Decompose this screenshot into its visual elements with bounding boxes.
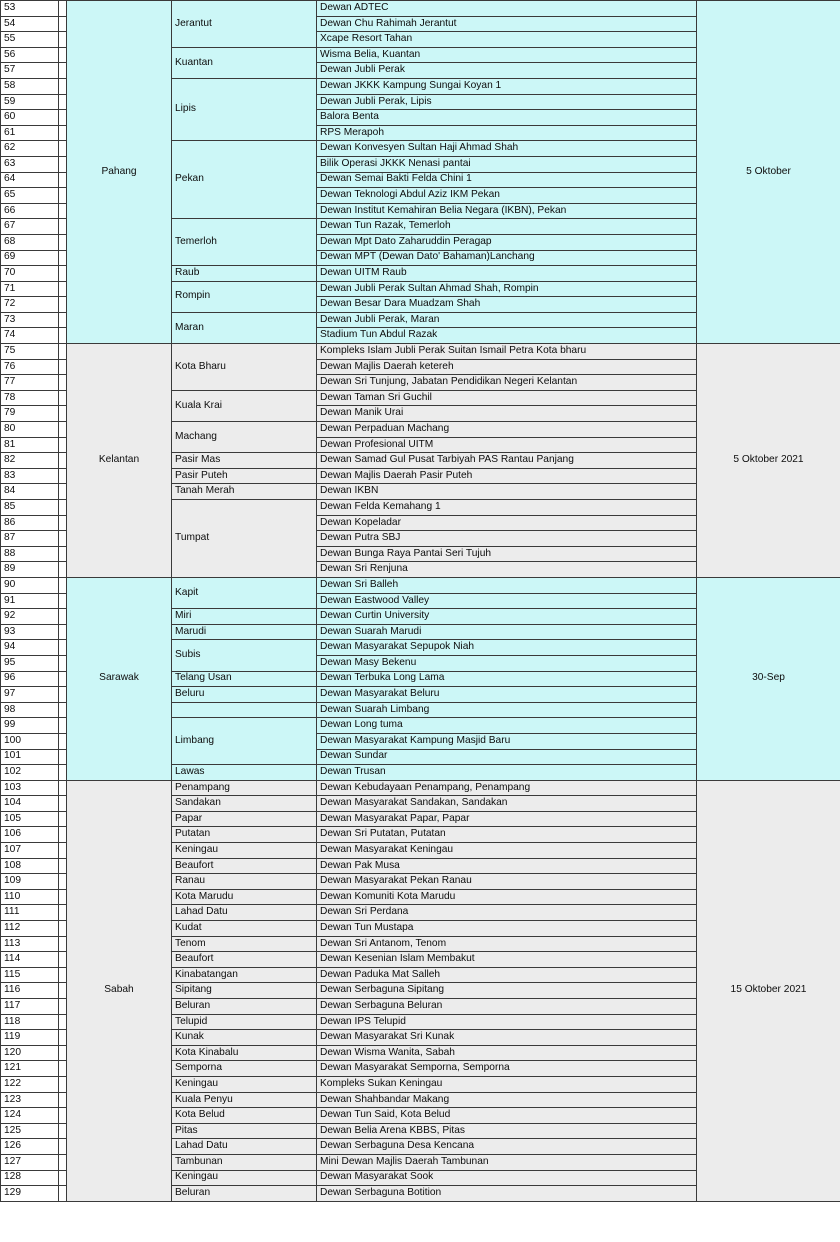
row-number-cell[interactable]: 65 xyxy=(1,188,59,204)
venue-cell[interactable]: Balora Benta xyxy=(317,110,697,126)
table-row xyxy=(1,577,840,593)
row-number-cell[interactable]: 91 xyxy=(1,593,59,609)
venue-cell[interactable]: Dewan Institut Kemahiran Belia Negara (IKBN), Pekan xyxy=(317,203,697,219)
district-cell[interactable]: Pitas xyxy=(172,1123,317,1139)
row-number-cell[interactable]: 94 xyxy=(1,640,59,656)
row-number-cell[interactable]: 108 xyxy=(1,858,59,874)
row-number-cell[interactable]: 124 xyxy=(1,1108,59,1124)
venue-cell[interactable]: Dewan Jubli Perak, Maran xyxy=(317,312,697,328)
district-cell[interactable]: Beluran xyxy=(172,999,317,1015)
column-gutter xyxy=(59,967,67,983)
column-gutter xyxy=(59,1076,67,1092)
venue-cell[interactable]: Dewan Tun Razak, Temerloh xyxy=(317,219,697,235)
row-number-cell[interactable]: 99 xyxy=(1,718,59,734)
district-cell[interactable]: Subis xyxy=(172,640,317,671)
column-gutter xyxy=(59,999,67,1015)
district-cell[interactable]: Kota Kinabalu xyxy=(172,1045,317,1061)
row-number-cell[interactable]: 100 xyxy=(1,733,59,749)
venue-cell[interactable]: Dewan ADTEC xyxy=(317,1,697,17)
row-number-cell[interactable]: 58 xyxy=(1,78,59,94)
row-number-cell[interactable]: 103 xyxy=(1,780,59,796)
district-cell[interactable]: Pasir Puteh xyxy=(172,468,317,484)
column-gutter xyxy=(59,780,67,796)
column-gutter xyxy=(59,577,67,593)
district-cell[interactable]: Machang xyxy=(172,422,317,453)
column-gutter xyxy=(59,593,67,609)
date-cell[interactable]: 5 Oktober 2021 xyxy=(697,344,840,578)
venue-cell[interactable]: Dewan Masyarakat Pekan Ranau xyxy=(317,874,697,890)
venue-cell[interactable]: RPS Merapoh xyxy=(317,125,697,141)
row-number-cell[interactable]: 119 xyxy=(1,1030,59,1046)
column-gutter xyxy=(59,219,67,235)
column-gutter xyxy=(59,375,67,391)
row-number-cell[interactable]: 61 xyxy=(1,125,59,141)
column-gutter xyxy=(59,546,67,562)
district-cell[interactable]: Kota Marudu xyxy=(172,889,317,905)
column-gutter xyxy=(59,422,67,438)
venue-cell[interactable]: Dewan Serbaguna Desa Kencana xyxy=(317,1139,697,1155)
column-gutter xyxy=(59,562,67,578)
venue-cell[interactable]: Dewan Samad Gul Pusat Tarbiyah PAS Rantau Panjang xyxy=(317,453,697,469)
column-gutter xyxy=(59,78,67,94)
column-gutter xyxy=(59,500,67,516)
row-number-cell[interactable]: 104 xyxy=(1,796,59,812)
table-row xyxy=(1,1,840,17)
venue-cell[interactable]: Dewan Suarah Limbang xyxy=(317,702,697,718)
district-cell[interactable]: Beluru xyxy=(172,687,317,703)
venue-cell[interactable]: Dewan Bunga Raya Pantai Seri Tujuh xyxy=(317,546,697,562)
column-gutter xyxy=(59,655,67,671)
row-number-cell[interactable]: 101 xyxy=(1,749,59,765)
row-number-cell[interactable]: 110 xyxy=(1,889,59,905)
venue-cell[interactable]: Dewan Masyarakat Sandakan, Sandakan xyxy=(317,796,697,812)
venue-cell[interactable]: Dewan Serbaguna Botition xyxy=(317,1186,697,1202)
district-cell[interactable]: Beaufort xyxy=(172,952,317,968)
venue-cell[interactable]: Dewan Masyarakat Sook xyxy=(317,1170,697,1186)
row-number-cell[interactable]: 77 xyxy=(1,375,59,391)
column-gutter xyxy=(59,843,67,859)
column-gutter xyxy=(59,32,67,48)
district-cell[interactable]: Tanah Merah xyxy=(172,484,317,500)
row-number-cell[interactable]: 72 xyxy=(1,297,59,313)
row-number-cell[interactable]: 122 xyxy=(1,1076,59,1092)
row-number-cell[interactable]: 89 xyxy=(1,562,59,578)
row-number-cell[interactable]: 98 xyxy=(1,702,59,718)
column-gutter xyxy=(59,640,67,656)
venue-cell[interactable]: Dewan Majlis Daerah Pasir Puteh xyxy=(317,468,697,484)
row-number-cell[interactable]: 128 xyxy=(1,1170,59,1186)
row-number-cell[interactable]: 109 xyxy=(1,874,59,890)
column-gutter xyxy=(59,312,67,328)
district-cell[interactable]: Tenom xyxy=(172,936,317,952)
venue-cell[interactable]: Dewan MPT (Dewan Dato' Bahaman)Lanchang xyxy=(317,250,697,266)
row-number-cell[interactable]: 54 xyxy=(1,16,59,32)
venue-cell[interactable]: Dewan Putra SBJ xyxy=(317,531,697,547)
venue-cell[interactable]: Dewan Jubli Perak, Lipis xyxy=(317,94,697,110)
venue-cell[interactable]: Dewan Mpt Dato Zaharuddin Peragap xyxy=(317,234,697,250)
district-cell[interactable]: Kudat xyxy=(172,921,317,937)
district-cell[interactable]: Semporna xyxy=(172,1061,317,1077)
row-number-cell[interactable]: 96 xyxy=(1,671,59,687)
district-cell[interactable]: Sandakan xyxy=(172,796,317,812)
column-gutter xyxy=(59,110,67,126)
district-cell[interactable]: Kota Belud xyxy=(172,1108,317,1124)
district-cell[interactable]: Beaufort xyxy=(172,858,317,874)
column-gutter xyxy=(59,905,67,921)
column-gutter xyxy=(59,297,67,313)
column-gutter xyxy=(59,1108,67,1124)
district-cell[interactable]: Kinabatangan xyxy=(172,967,317,983)
table-body xyxy=(1,1,840,1202)
district-cell[interactable]: Telupid xyxy=(172,1014,317,1030)
column-gutter xyxy=(59,952,67,968)
venue-cell[interactable]: Dewan IKBN xyxy=(317,484,697,500)
venue-cell[interactable]: Bilik Operasi JKKK Nenasi pantai xyxy=(317,156,697,172)
row-number-cell[interactable]: 76 xyxy=(1,359,59,375)
row-number-cell[interactable]: 117 xyxy=(1,999,59,1015)
venue-cell[interactable]: Dewan Shahbandar Makang xyxy=(317,1092,697,1108)
row-number-cell[interactable]: 121 xyxy=(1,1061,59,1077)
column-gutter xyxy=(59,1170,67,1186)
district-cell[interactable]: Telang Usan xyxy=(172,671,317,687)
row-number-cell[interactable]: 79 xyxy=(1,406,59,422)
venue-cell[interactable]: Dewan Sri Tunjung, Jabatan Pendidikan Negeri Kelantan xyxy=(317,375,697,391)
state-cell[interactable]: Pahang xyxy=(67,1,172,344)
row-number-cell[interactable]: 129 xyxy=(1,1186,59,1202)
column-gutter xyxy=(59,172,67,188)
venue-cell[interactable]: Dewan Perpaduan Machang xyxy=(317,422,697,438)
column-gutter xyxy=(59,141,67,157)
row-number-cell[interactable]: 81 xyxy=(1,437,59,453)
column-gutter xyxy=(59,188,67,204)
district-cell[interactable]: Pasir Mas xyxy=(172,453,317,469)
row-number-cell[interactable]: 86 xyxy=(1,515,59,531)
venue-cell[interactable]: Dewan Majlis Daerah ketereh xyxy=(317,359,697,375)
row-number-cell[interactable]: 120 xyxy=(1,1045,59,1061)
column-gutter xyxy=(59,983,67,999)
row-number-cell[interactable]: 111 xyxy=(1,905,59,921)
district-cell[interactable]: Kapit xyxy=(172,577,317,608)
column-gutter xyxy=(59,453,67,469)
column-gutter xyxy=(59,1,67,17)
district-cell[interactable]: Kunak xyxy=(172,1030,317,1046)
row-number-cell[interactable]: 106 xyxy=(1,827,59,843)
column-gutter xyxy=(59,328,67,344)
row-number-cell[interactable]: 67 xyxy=(1,219,59,235)
row-number-cell[interactable]: 59 xyxy=(1,94,59,110)
district-cell[interactable]: Miri xyxy=(172,609,317,625)
venue-cell[interactable]: Dewan Masyarakat Sepupok Niah xyxy=(317,640,697,656)
row-number-cell[interactable]: 92 xyxy=(1,609,59,625)
row-number-cell[interactable]: 70 xyxy=(1,266,59,282)
row-number-cell[interactable]: 60 xyxy=(1,110,59,126)
row-number-cell[interactable]: 56 xyxy=(1,47,59,63)
district-cell[interactable]: Lawas xyxy=(172,765,317,781)
column-gutter xyxy=(59,687,67,703)
district-cell[interactable]: Kuala Krai xyxy=(172,390,317,421)
column-gutter xyxy=(59,359,67,375)
district-cell[interactable]: Rompin xyxy=(172,281,317,312)
column-gutter xyxy=(59,47,67,63)
district-cell[interactable]: Keningau xyxy=(172,1170,317,1186)
row-number-cell[interactable]: 87 xyxy=(1,531,59,547)
venue-cell[interactable]: Dewan Masyarakat Keningau xyxy=(317,843,697,859)
venue-cell[interactable]: Dewan Manik Urai xyxy=(317,406,697,422)
column-gutter xyxy=(59,702,67,718)
column-gutter xyxy=(59,811,67,827)
venue-cell[interactable]: Dewan Kopeladar xyxy=(317,515,697,531)
column-gutter xyxy=(59,796,67,812)
district-cell[interactable]: Pekan xyxy=(172,141,317,219)
column-gutter xyxy=(59,765,67,781)
row-number-cell[interactable]: 113 xyxy=(1,936,59,952)
district-cell[interactable]: Penampang xyxy=(172,780,317,796)
column-gutter xyxy=(59,344,67,360)
column-gutter xyxy=(59,1030,67,1046)
district-cell[interactable]: Tambunan xyxy=(172,1154,317,1170)
district-cell[interactable]: Limbang xyxy=(172,718,317,765)
row-number-cell[interactable]: 57 xyxy=(1,63,59,79)
row-number-cell[interactable]: 75 xyxy=(1,344,59,360)
column-gutter xyxy=(59,281,67,297)
column-gutter xyxy=(59,484,67,500)
column-gutter xyxy=(59,94,67,110)
column-gutter xyxy=(59,733,67,749)
venue-cell[interactable]: Stadium Tun Abdul Razak xyxy=(317,328,697,344)
row-number-cell[interactable]: 93 xyxy=(1,624,59,640)
row-number-cell[interactable]: 85 xyxy=(1,500,59,516)
row-number-cell[interactable]: 73 xyxy=(1,312,59,328)
venue-cell[interactable]: Dewan Sri Putatan, Putatan xyxy=(317,827,697,843)
venue-cell[interactable]: Dewan Masyarakat Semporna, Semporna xyxy=(317,1061,697,1077)
district-cell[interactable]: Tumpat xyxy=(172,500,317,578)
row-number-cell[interactable]: 74 xyxy=(1,328,59,344)
row-number-cell[interactable]: 53 xyxy=(1,1,59,17)
district-cell[interactable]: Kuantan xyxy=(172,47,317,78)
row-number-cell[interactable]: 82 xyxy=(1,453,59,469)
row-number-cell[interactable]: 88 xyxy=(1,546,59,562)
row-number-cell[interactable]: 64 xyxy=(1,172,59,188)
row-number-cell[interactable]: 69 xyxy=(1,250,59,266)
venue-cell[interactable]: Dewan Semai Bakti Felda Chini 1 xyxy=(317,172,697,188)
row-number-cell[interactable]: 97 xyxy=(1,687,59,703)
column-gutter xyxy=(59,266,67,282)
district-cell[interactable]: Jerantut xyxy=(172,1,317,48)
row-number-cell[interactable]: 62 xyxy=(1,141,59,157)
venue-cell[interactable]: Dewan Terbuka Long Lama xyxy=(317,671,697,687)
venue-cell[interactable]: Dewan Jubli Perak Sultan Ahmad Shah, Rompin xyxy=(317,281,697,297)
date-cell[interactable]: 15 Oktober 2021 xyxy=(697,780,840,1201)
venue-cell[interactable]: Dewan Serbaguna Beluran xyxy=(317,999,697,1015)
venue-cell[interactable]: Dewan Masyarakat Sri Kunak xyxy=(317,1030,697,1046)
column-gutter xyxy=(59,531,67,547)
venue-cell[interactable]: Dewan Curtin University xyxy=(317,609,697,625)
venue-cell[interactable]: Dewan Kebudayaan Penampang, Penampang xyxy=(317,780,697,796)
row-number-cell[interactable]: 115 xyxy=(1,967,59,983)
column-gutter xyxy=(59,858,67,874)
column-gutter xyxy=(59,234,67,250)
venue-cell[interactable]: Dewan IPS Telupid xyxy=(317,1014,697,1030)
venue-cell[interactable]: Dewan Sri Antanom, Tenom xyxy=(317,936,697,952)
column-gutter xyxy=(59,468,67,484)
venue-cell[interactable]: Dewan Sri Perdana xyxy=(317,905,697,921)
state-cell[interactable]: Kelantan xyxy=(67,344,172,578)
column-gutter xyxy=(59,827,67,843)
column-gutter xyxy=(59,1139,67,1155)
venue-cell[interactable]: Dewan Felda Kemahang 1 xyxy=(317,500,697,516)
venue-cell[interactable]: Dewan Sundar xyxy=(317,749,697,765)
row-number-cell[interactable]: 126 xyxy=(1,1139,59,1155)
column-gutter xyxy=(59,1061,67,1077)
venue-cell[interactable]: Dewan Long tuma xyxy=(317,718,697,734)
district-cell[interactable]: Beluran xyxy=(172,1186,317,1202)
column-gutter xyxy=(59,749,67,765)
row-number-cell[interactable]: 90 xyxy=(1,577,59,593)
row-number-cell[interactable]: 63 xyxy=(1,156,59,172)
venue-cell[interactable]: Dewan Suarah Marudi xyxy=(317,624,697,640)
district-cell[interactable]: Putatan xyxy=(172,827,317,843)
column-gutter xyxy=(59,390,67,406)
column-gutter xyxy=(59,1014,67,1030)
district-cell[interactable]: Sipitang xyxy=(172,983,317,999)
state-cell[interactable]: Sabah xyxy=(67,780,172,1201)
row-number-cell[interactable]: 105 xyxy=(1,811,59,827)
venue-cell[interactable]: Dewan Paduka Mat Salleh xyxy=(317,967,697,983)
table-row xyxy=(1,780,840,796)
row-number-cell[interactable]: 71 xyxy=(1,281,59,297)
venue-cell[interactable]: Dewan Profesional UITM xyxy=(317,437,697,453)
venue-cell[interactable]: Dewan Komuniti Kota Marudu xyxy=(317,889,697,905)
column-gutter xyxy=(59,936,67,952)
venue-cell[interactable]: Dewan UITM Raub xyxy=(317,266,697,282)
venue-cell[interactable]: Dewan Eastwood Valley xyxy=(317,593,697,609)
row-number-cell[interactable]: 78 xyxy=(1,390,59,406)
venue-cell[interactable]: Dewan Tun Mustapa xyxy=(317,921,697,937)
district-cell[interactable]: Lahad Datu xyxy=(172,905,317,921)
column-gutter xyxy=(59,874,67,890)
venue-cell[interactable]: Dewan Taman Sri Guchil xyxy=(317,390,697,406)
state-cell[interactable]: Sarawak xyxy=(67,577,172,780)
venue-cell[interactable]: Dewan Kesenian Islam Membakut xyxy=(317,952,697,968)
venue-cell[interactable]: Dewan Jubli Perak xyxy=(317,63,697,79)
column-gutter xyxy=(59,125,67,141)
venue-cell[interactable]: Dewan Pak Musa xyxy=(317,858,697,874)
row-number-cell[interactable]: 116 xyxy=(1,983,59,999)
venue-cell[interactable]: Dewan Belia Arena KBBS, Pitas xyxy=(317,1123,697,1139)
district-cell[interactable]: Temerloh xyxy=(172,219,317,266)
row-number-cell[interactable]: 68 xyxy=(1,234,59,250)
column-gutter xyxy=(59,1186,67,1202)
venue-cell[interactable]: Dewan Masyarakat Papar, Papar xyxy=(317,811,697,827)
venue-cell[interactable]: Dewan Tun Said, Kota Belud xyxy=(317,1108,697,1124)
venue-cell[interactable]: Dewan Sri Renjuna xyxy=(317,562,697,578)
row-number-cell[interactable]: 127 xyxy=(1,1154,59,1170)
column-gutter xyxy=(59,1092,67,1108)
venue-cell[interactable]: Dewan Wisma Wanita, Sabah xyxy=(317,1045,697,1061)
district-cell[interactable]: Lahad Datu xyxy=(172,1139,317,1155)
district-cell[interactable]: Kota Bharu xyxy=(172,344,317,391)
venue-cell[interactable]: Dewan Serbaguna Sipitang xyxy=(317,983,697,999)
row-number-cell[interactable]: 83 xyxy=(1,468,59,484)
row-number-cell[interactable]: 55 xyxy=(1,32,59,48)
venue-cell[interactable]: Dewan Trusan xyxy=(317,765,697,781)
column-gutter xyxy=(59,437,67,453)
date-cell[interactable]: 5 Oktober xyxy=(697,1,840,344)
district-cell[interactable]: Kuala Penyu xyxy=(172,1092,317,1108)
venue-cell[interactable]: Dewan Masyarakat Kampung Masjid Baru xyxy=(317,733,697,749)
column-gutter xyxy=(59,889,67,905)
date-cell[interactable]: 30-Sep xyxy=(697,577,840,780)
venue-cell[interactable]: Dewan Chu Rahimah Jerantut xyxy=(317,16,697,32)
column-gutter xyxy=(59,624,67,640)
column-gutter xyxy=(59,515,67,531)
row-number-cell[interactable]: 118 xyxy=(1,1014,59,1030)
venue-cell[interactable]: Kompleks Sukan Keningau xyxy=(317,1076,697,1092)
column-gutter xyxy=(59,671,67,687)
row-number-cell[interactable]: 125 xyxy=(1,1123,59,1139)
column-gutter xyxy=(59,1154,67,1170)
row-number-cell[interactable]: 84 xyxy=(1,484,59,500)
row-number-cell[interactable]: 112 xyxy=(1,921,59,937)
column-gutter xyxy=(59,921,67,937)
district-cell[interactable]: Papar xyxy=(172,811,317,827)
district-cell[interactable]: Raub xyxy=(172,266,317,282)
table-row xyxy=(1,344,840,360)
district-cell[interactable]: Keningau xyxy=(172,843,317,859)
row-number-cell[interactable]: 123 xyxy=(1,1092,59,1108)
venue-cell[interactable]: Dewan Masy Bekenu xyxy=(317,655,697,671)
column-gutter xyxy=(59,16,67,32)
column-gutter xyxy=(59,718,67,734)
venue-cell[interactable]: Kompleks Islam Jubli Perak Suitan Ismail Petra Kota bharu xyxy=(317,344,697,360)
district-cell[interactable]: Lipis xyxy=(172,78,317,140)
venue-cell[interactable]: Dewan Konvesyen Sultan Haji Ahmad Shah xyxy=(317,141,697,157)
column-gutter xyxy=(59,63,67,79)
column-gutter xyxy=(59,203,67,219)
venue-cell[interactable]: Dewan Teknologi Abdul Aziz IKM Pekan xyxy=(317,188,697,204)
venue-cell[interactable]: Mini Dewan Majlis Daerah Tambunan xyxy=(317,1154,697,1170)
column-gutter xyxy=(59,156,67,172)
district-cell[interactable]: Ranau xyxy=(172,874,317,890)
row-number-cell[interactable]: 114 xyxy=(1,952,59,968)
column-gutter xyxy=(59,1045,67,1061)
column-gutter xyxy=(59,250,67,266)
district-cell[interactable] xyxy=(172,702,317,718)
row-number-cell[interactable]: 80 xyxy=(1,422,59,438)
venue-cell[interactable]: Dewan JKKK Kampung Sungai Koyan 1 xyxy=(317,78,697,94)
row-number-cell[interactable]: 66 xyxy=(1,203,59,219)
row-number-cell[interactable]: 107 xyxy=(1,843,59,859)
row-number-cell[interactable]: 102 xyxy=(1,765,59,781)
column-gutter xyxy=(59,1123,67,1139)
column-gutter xyxy=(59,406,67,422)
column-gutter xyxy=(59,609,67,625)
venue-cell[interactable]: Dewan Besar Dara Muadzam Shah xyxy=(317,297,697,313)
row-number-cell[interactable]: 95 xyxy=(1,655,59,671)
district-cell[interactable]: Maran xyxy=(172,312,317,343)
venue-cell[interactable]: Wisma Belia, Kuantan xyxy=(317,47,697,63)
venue-cell[interactable]: Dewan Masyarakat Beluru xyxy=(317,687,697,703)
venue-cell[interactable]: Dewan Sri Balleh xyxy=(317,577,697,593)
district-cell[interactable]: Keningau xyxy=(172,1076,317,1092)
venue-cell[interactable]: Xcape Resort Tahan xyxy=(317,32,697,48)
district-cell[interactable]: Marudi xyxy=(172,624,317,640)
